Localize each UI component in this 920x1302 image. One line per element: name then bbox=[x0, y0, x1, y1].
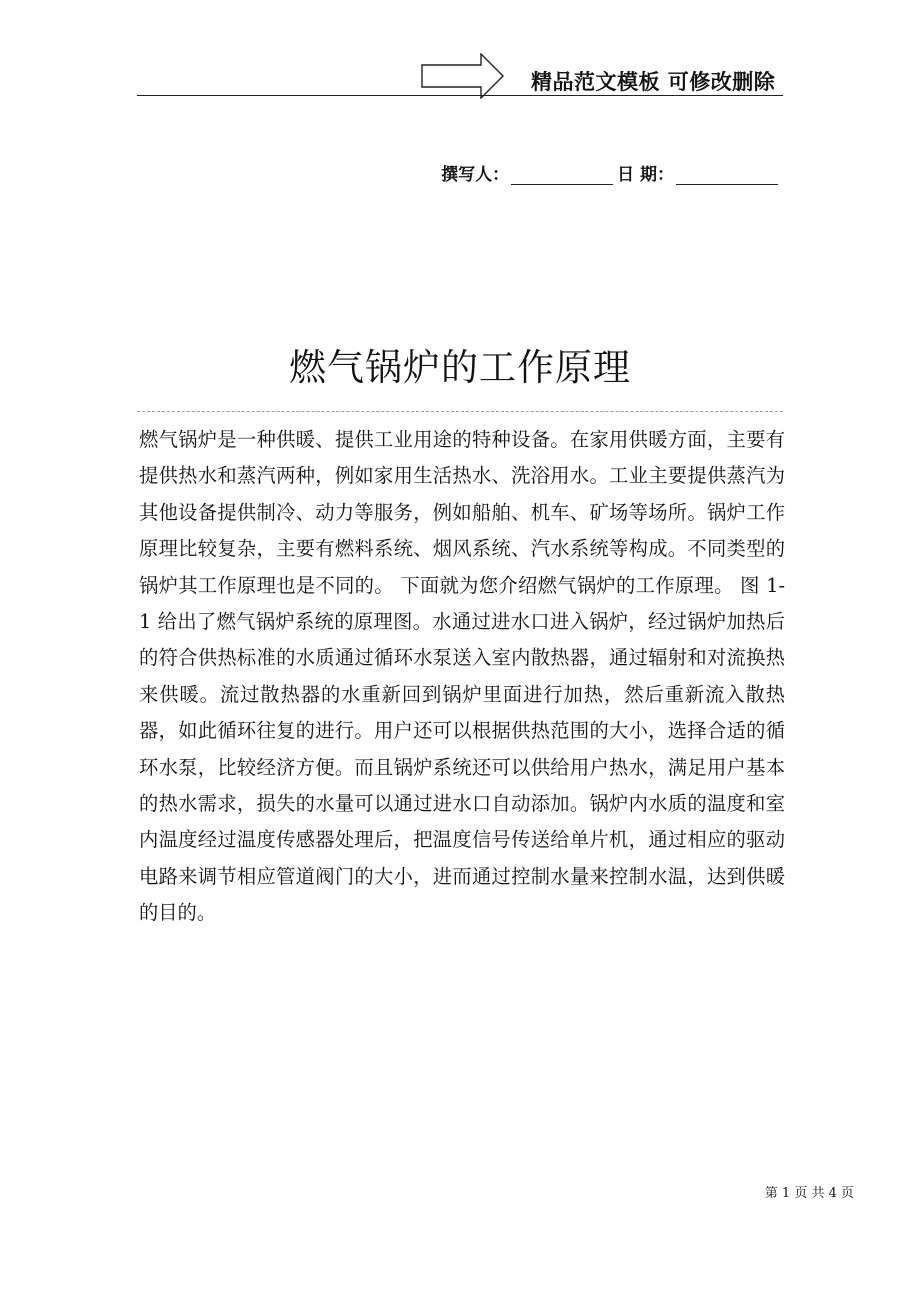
date-blank bbox=[676, 164, 778, 185]
document-title: 燃气锅炉的工作原理 bbox=[289, 346, 631, 389]
author-blank bbox=[511, 164, 613, 185]
header-label: 精品范文模板 可修改删除 bbox=[531, 70, 776, 94]
author-label: 撰写人： bbox=[441, 165, 510, 185]
title-divider bbox=[137, 411, 783, 412]
author-date-line bbox=[441, 160, 782, 185]
body-paragraph: 燃气锅炉是一种供暖、提供工业用途的特种设备。在家用供暖方面，主要有提供热水和蒸汽两种，例如家用生活热水、洗浴用水。工业主要提供蒸汽为其他设备提供制冷、动力等服务，例如船舶、机车、矿场等场所。锅炉工作原理比较复杂，主要有燃料系统、烟风系统、汽水系统等构成。不同类型的锅炉其工作原理也是不同的。 下面就为您介绍燃气锅炉的工作原理。 图 1-1 给出了燃气锅炉系统的原理图。水通过进水口进入锅炉，经过锅炉加热后的符合供热标准的水质通过循环水泵送入室内散热器，通过辐射和对流换热来供暖。流过散热器的水重新回到锅炉里面进行加热，然后重新流入散热器，如此循环往复的进行。用户还可以根据供热范围的大小，选择合适的循环水泵，比较经济方便。而且锅炉系统还可以供给用户热水，满足用户基本的热水需求，损失的水量可以通过进水口自动添加。锅炉内水质的温度和室内温度经过温度传感器处理后，把温度信号传送给单片机，通过相应的驱动电路来调节相应管道阀门的大小，进而通过控制水量来控制水温，达到供暖的目的。 bbox=[139, 428, 785, 925]
page-number: 第 1 页 共 4 页 bbox=[764, 1186, 854, 1201]
right-arrow-icon bbox=[421, 53, 505, 99]
date-label: 日 期： bbox=[617, 165, 674, 185]
header-divider bbox=[137, 95, 783, 96]
